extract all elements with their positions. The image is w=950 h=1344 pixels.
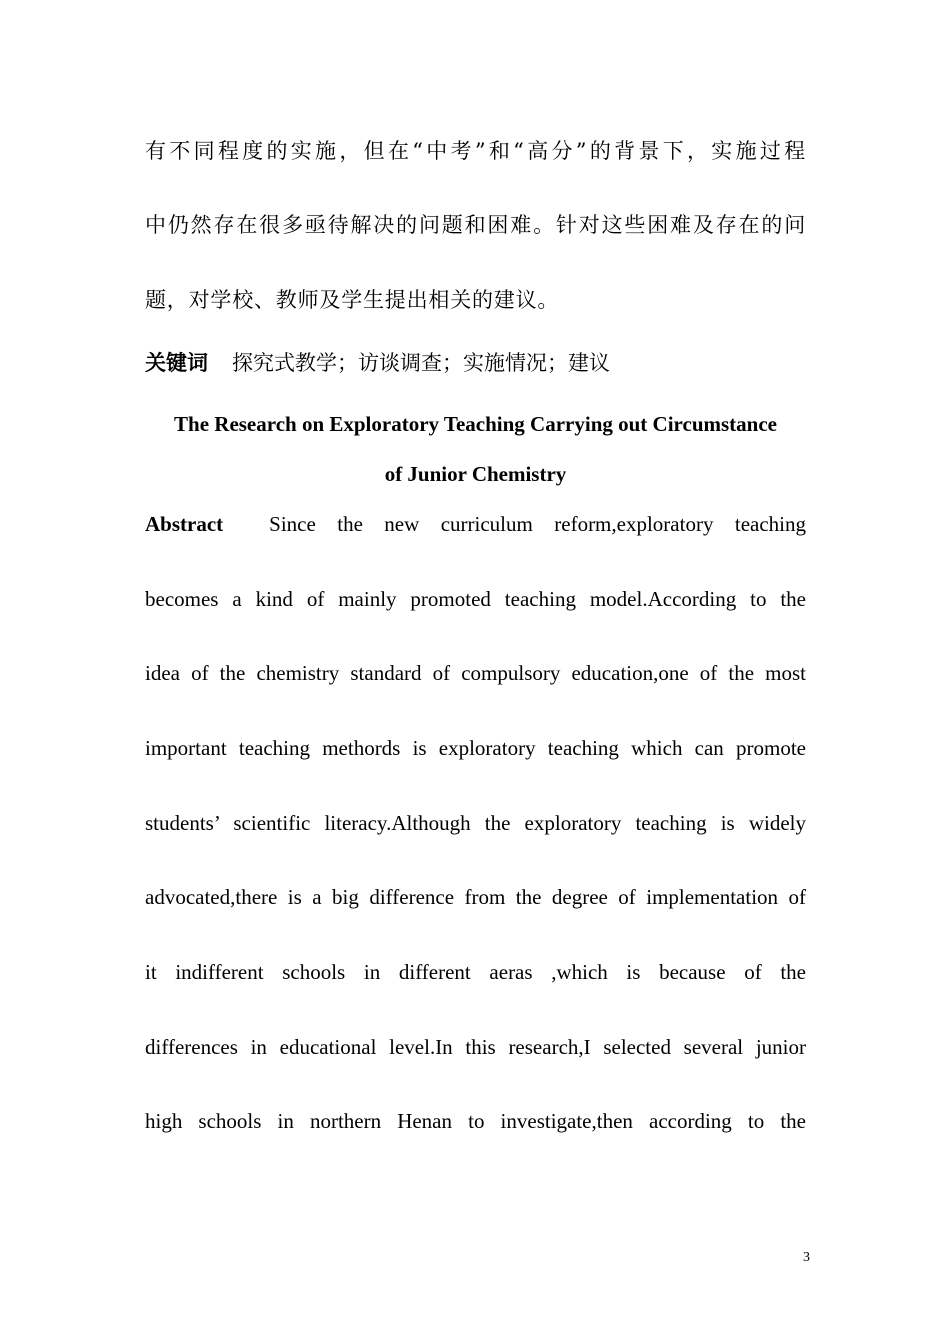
english-abstract-line-1 — [145, 509, 806, 539]
english-abstract-line-8: differences in educational level.In this research,I selected several junior — [145, 1035, 806, 1059]
english-abstract-line-5: students’ scientific literacy.Although the exploratory teaching is widely — [145, 811, 806, 835]
english-abstract-line-3: idea of the chemistry standard of compulsory education,one of the most — [145, 661, 806, 685]
english-title-line-1: The Research on Exploratory Teaching Carrying out Circumstance — [174, 412, 777, 436]
english-abstract-line-6: advocated,there is a big difference from the degree of implementation of — [145, 885, 806, 909]
english-abstract-line-9: high schools in northern Henan to investigate,then according to the — [145, 1109, 806, 1133]
english-abstract-line-2: becomes a kind of mainly promoted teaching model.According to the — [145, 587, 806, 611]
keywords-label: 关键词 — [145, 351, 208, 375]
keywords-line — [145, 348, 610, 378]
chinese-abstract-line-2: 中仍然存在很多亟待解决的问题和困难。针对这些困难及存在的问 — [145, 213, 806, 237]
page-number: 3 — [803, 1250, 810, 1265]
chinese-abstract-line-1: 有不同程度的实施，但在“中考”和“高分”的背景下，实施过程 — [145, 139, 806, 163]
abstract-label: Abstract — [145, 512, 224, 536]
chinese-abstract-line-3: 题，对学校、教师及学生提出相关的建议。 — [145, 288, 560, 312]
abstract-line-1-text: Since the new curriculum reform,exploratory teaching — [269, 512, 806, 536]
english-abstract-line-4: important teaching methords is exploratory teaching which can promote — [145, 736, 806, 760]
keywords-text: 探究式教学；访谈调查；实施情况；建议 — [232, 351, 610, 375]
english-title-line-2: of Junior Chemistry — [384, 462, 567, 486]
english-abstract-line-7: it indifferent schools in different aeras ,which is because of the — [145, 960, 806, 984]
